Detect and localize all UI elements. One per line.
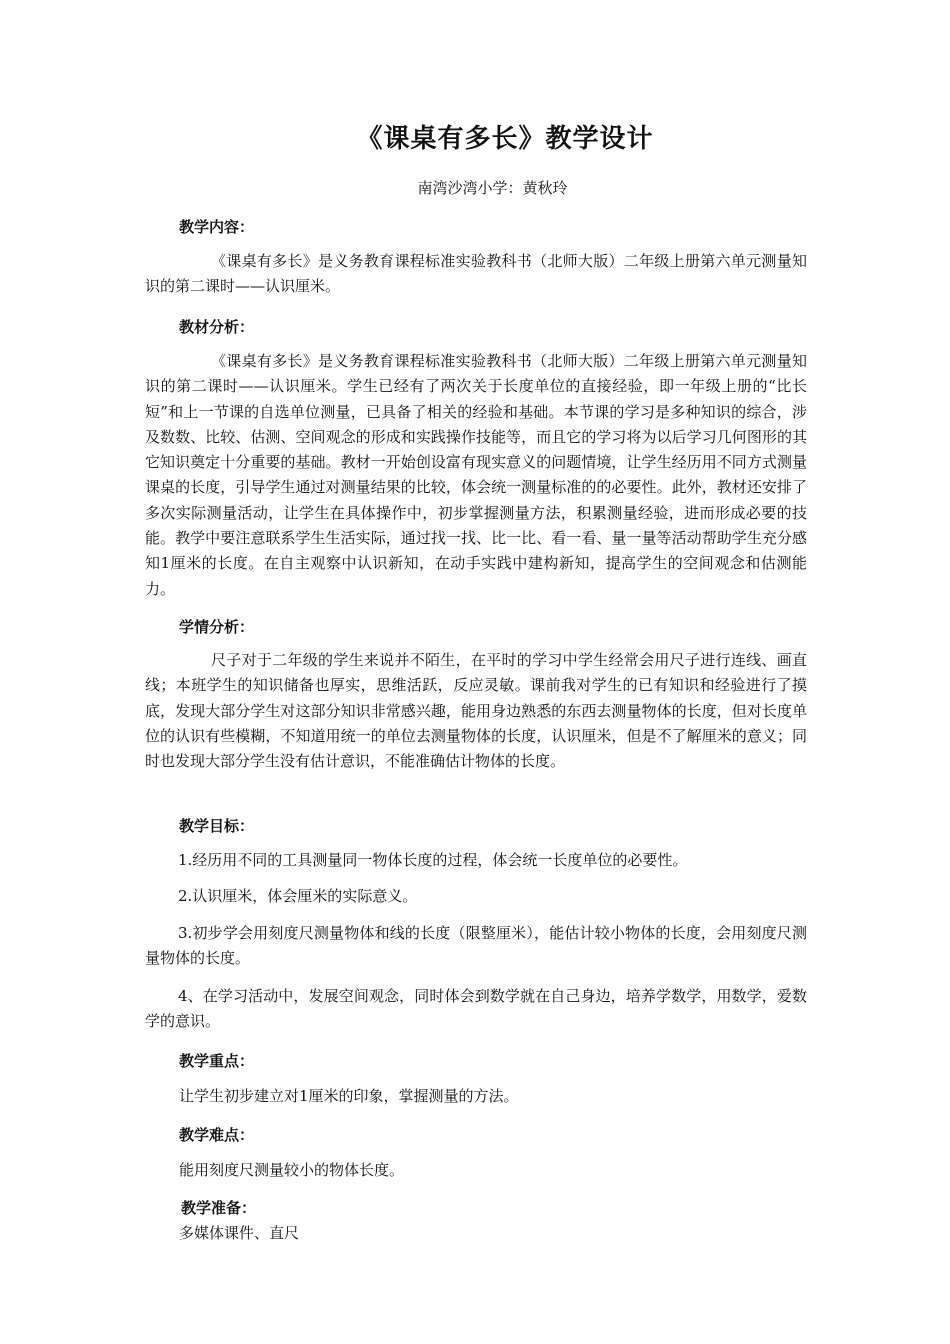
heading-preparation: 教学准备：: [181, 1199, 257, 1217]
heading-key-point: 教学重点：: [179, 1052, 255, 1070]
preparation-text: 多媒体课件、直尺: [179, 1224, 300, 1242]
goal-item: 2.认识厘米，体会厘米的实际意义。: [178, 887, 418, 905]
heading-teaching-goals: 教学目标：: [179, 817, 255, 835]
paragraph-student-analysis: 尺子对于二年级的学生来说并不陌生，在平时的学习中学生经常会用尺子进行连线、画直线；本班学生的知识储备也厚实，思维活跃，反应灵敏。课前我对学生的已有知识和经验进行了摸底，发现大部分学生对这部分知识非常感兴趣，能用身边熟悉的东西去测量物体的长度，但对长度单位的认识有些模糊，不知道用统一的单位去测量物体的长度，认识厘米，但是不了解厘米的意义；同时也发现大部分学生没有估计意识，不能准确估计物体的长度。: [145, 651, 807, 771]
heading-material-analysis: 教材分析：: [179, 318, 255, 336]
heading-teaching-content: 教学内容：: [179, 218, 255, 236]
heading-difficulty: 教学难点：: [179, 1126, 255, 1144]
paragraph-material-analysis: 《课桌有多长》是义务教育课程标准实验教科书（北师大版）二年级上册第六单元测量知识的第二课时——认识厘米。学生已经有了两次关于长度单位的直接经验，即一年级上册的“比长短”和上一节课的自选单位测量，已具备了相关的经验和基础。本节课的学习是多种知识的综合，涉及数数、比较、估测、空间观念的形成和实践操作技能等，而且它的学习将为以后学习几何图形的其它知识奠定十分重要的基础。教材一开始创设富有现实意义的问题情境，让学生经历用不同方式测量课桌的长度，引导学生通过对测量结果的比较，体会统一测量标准的的必要性。此外，教材还安排了多次实际测量活动，让学生在具体操作中，初步掌握测量方法，积累测量经验，进而形成必要的技能。教学中要注意联系学生生活实际，通过找一找、比一比、看一看、量一量等活动帮助学生充分感知1厘米的长度。在自主观察中认识新知，在动手实践中建构新知，提高学生的空间观念和估测能力。: [145, 352, 807, 598]
difficulty-text: 能用刻度尺测量较小的物体长度。: [179, 1161, 405, 1179]
author-line: 南湾沙湾小学：黄秋玲: [417, 179, 568, 197]
goal-item: 3.初步学会用刻度尺测量物体和线的长度（限整厘米），能估计较小物体的长度，会用刻度尺测量物体的长度。: [145, 924, 807, 968]
heading-student-analysis: 学情分析：: [179, 618, 255, 636]
paragraph-teaching-content: 《课桌有多长》是义务教育课程标准实验教科书（北师大版）二年级上册第六单元测量知识的第二课时——认识厘米。: [145, 252, 807, 296]
goal-item: 1.经历用不同的工具测量同一物体长度的过程，体会统一长度单位的必要性。: [178, 851, 688, 869]
goal-item: 4、在学习活动中，发展空间观念，同时体会到数学就在自己身边，培养学数学，用数学，爱数学的意识。: [145, 987, 807, 1031]
document-title: 《课桌有多长》教学设计: [356, 124, 654, 154]
key-point-text: 让学生初步建立对1厘米的印象，掌握测量的方法。: [179, 1087, 519, 1105]
